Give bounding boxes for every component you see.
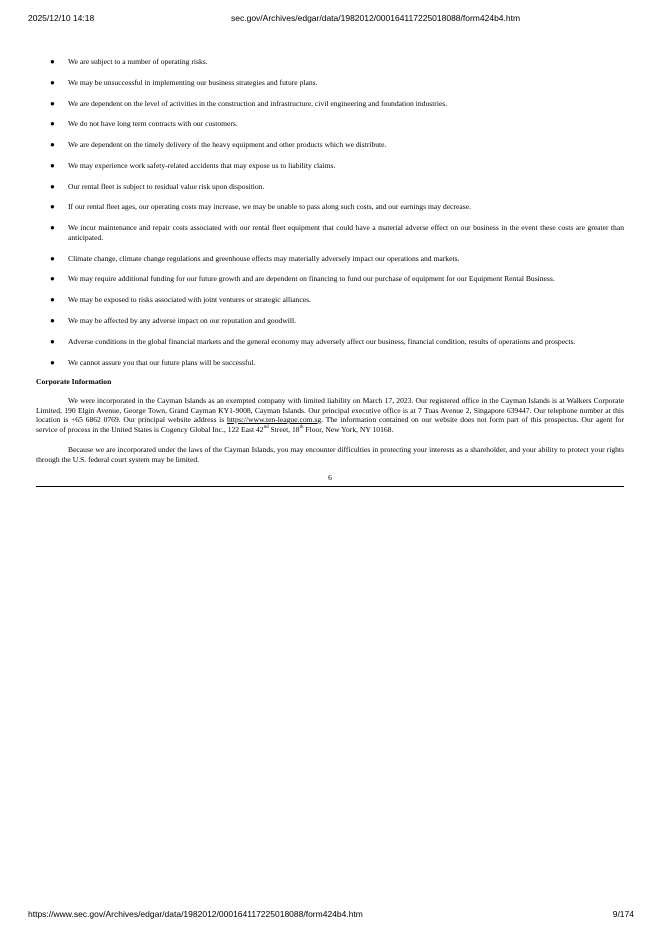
- list-item: [36, 119, 624, 129]
- print-footer: [28, 909, 634, 923]
- list-item: [36, 358, 624, 368]
- bullet-icon: ●: [50, 336, 55, 346]
- list-item: [36, 223, 624, 242]
- ordinal-superscript: th: [299, 424, 304, 430]
- list-item: [36, 316, 624, 326]
- risk-text: We are subject to a number of operating risks.: [68, 57, 208, 66]
- risk-text: We may require additional funding for our future growth and are dependent on financing to fund our purchase of equipment for our Equipment Rental Business.: [68, 274, 555, 284]
- risk-text: Adverse conditions in the global financial markets and the general economy may adversely affect our business, financial condition, results of operations and prospects.: [68, 336, 576, 346]
- bullet-icon: ●: [50, 315, 55, 325]
- print-datetime: 2025/12/10 14:18: [28, 13, 95, 23]
- corporate-info-text-b: . The information contained on our website does not form part of this prospectus. Our agent for service of process in the United States is Cogency Global Inc., 122 East 42: [36, 415, 624, 434]
- risk-text: We do not have long term contracts with our customers.: [68, 119, 238, 129]
- page-number: 6: [328, 473, 332, 483]
- risk-text: We are dependent on the level of activities in the construction and infrastructure, civil engineering and foundation industries.: [68, 98, 448, 108]
- print-footer-url: https://www.sec.gov/Archives/edgar/data/1982012/000164117225018088/form424b4.htm: [28, 909, 363, 919]
- risk-factor-list: [36, 57, 624, 367]
- risk-text: We cannot assure you that our future plans will be successful.: [68, 357, 256, 367]
- list-item: [36, 57, 624, 67]
- document-body: [36, 57, 624, 487]
- corporate-info-text-c: Street, 18: [268, 424, 300, 434]
- risk-text: We are dependent on the timely delivery of the heavy equipment and other products which we distribute.: [68, 140, 387, 150]
- bullet-icon: ●: [50, 253, 55, 263]
- bullet-icon: ●: [50, 77, 55, 87]
- list-item: [36, 337, 624, 347]
- print-header: [28, 13, 634, 27]
- list-item: [36, 295, 624, 305]
- bullet-icon: ●: [50, 57, 55, 66]
- bullet-icon: ●: [50, 181, 55, 191]
- bullet-icon: ●: [50, 357, 55, 367]
- list-item: [36, 254, 624, 264]
- bullet-icon: ●: [50, 160, 55, 170]
- list-item: [36, 161, 624, 171]
- corporate-info-paragraph: [36, 396, 624, 434]
- company-website-link[interactable]: https://www.ten-league.com.sg: [227, 415, 322, 425]
- cayman-law-paragraph: Because we are incorporated under the laws of the Cayman Islands, you may encounter difficulties in protecting your interests as a shareholder, and your ability to protect your rights through the U.S. federal court system may be limited.: [36, 445, 624, 464]
- bullet-icon: ●: [50, 202, 55, 212]
- risk-text: If our rental fleet ages, our operating costs may increase, we may be unable to pass along such costs, and our earnings may decrease.: [68, 202, 471, 212]
- list-item: [36, 140, 624, 150]
- risk-text: We may be unsuccessful in implementing our business strategies and future plans.: [68, 77, 318, 87]
- bullet-icon: ●: [50, 119, 55, 129]
- page-divider: [36, 486, 624, 487]
- risk-text: Our rental fleet is subject to residual value risk upon disposition.: [68, 181, 265, 191]
- bullet-icon: ●: [50, 274, 55, 284]
- bullet-icon: ●: [50, 295, 55, 305]
- list-item: [36, 274, 624, 284]
- bullet-icon: ●: [50, 140, 55, 150]
- section-heading-corporate-information: Corporate Information: [36, 377, 112, 387]
- print-pagination: 9/174: [612, 909, 634, 919]
- list-item: [36, 78, 624, 88]
- risk-text: We may be affected by any adverse impact on our reputation and goodwill.: [68, 315, 297, 325]
- bullet-icon: ●: [50, 98, 55, 108]
- corporate-info-text-d: Floor, New York, NY 10168.: [303, 424, 394, 434]
- risk-text: We incur maintenance and repair costs associated with our rental fleet equipment that could have a material adverse effect on our business in the event these costs are greater than anticipated.: [68, 223, 624, 242]
- print-header-url: sec.gov/Archives/edgar/data/1982012/000164117225018088/form424b4.htm: [231, 13, 521, 23]
- risk-text: Climate change, climate change regulations and greenhouse effects may materially adversely impact our operations and markets.: [68, 253, 460, 263]
- ordinal-superscript: nd: [263, 424, 269, 430]
- corporate-info-text-a: We were incorporated in the Cayman Islands as an exempted company with limited liability on March 17, 2023. Our registered office in the Cayman Islands is at Walkers Corporate Limited, 190 Elgin Avenue, George Town, Grand Cayman KY1-9008, Cayman Islands. Our principal executive office is at 7 Tuas Avenue 2, Singapore 639447. Our telephone number at this location is +65 6862 0769. Our principal website address is: [36, 395, 624, 425]
- bullet-icon: ●: [50, 223, 55, 233]
- list-item: [36, 202, 624, 212]
- risk-text: We may experience work safety-related accidents that may expose us to liability claims.: [68, 160, 336, 170]
- list-item: [36, 99, 624, 109]
- risk-text: We may be exposed to risks associated with joint ventures or strategic alliances.: [68, 295, 311, 305]
- list-item: [36, 182, 624, 192]
